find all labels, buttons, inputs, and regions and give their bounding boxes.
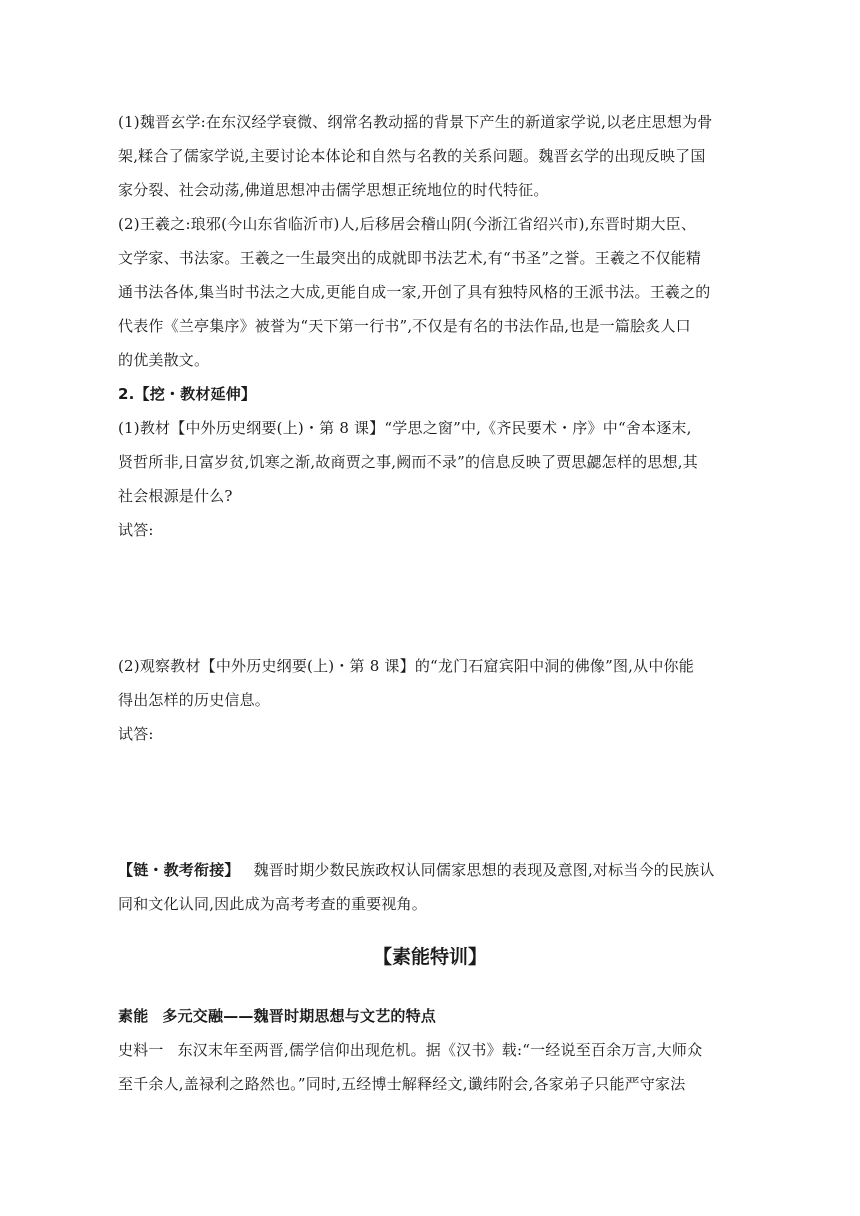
training-title: 【素能特训】 (372, 946, 487, 968)
source-text-1: 东汉末年至两晋,儒学信仰出现危机。据《汉书》载:“一经说至百余万言,大师众 (177, 1041, 703, 1059)
source-label: 史料一 (118, 1041, 164, 1059)
item1-line-1: (1)魏晋玄学:在东汉经学衰微、纲常名教动摇的背景下产生的新道家学说,以老庄思想为骨 (118, 113, 713, 131)
item2-line-3: 通书法各体,集当时书法之大成,更能自成一家,开创了具有独特风格的王派书法。王羲之的 (118, 283, 711, 301)
item1-line-2: 架,糅合了儒家学说,主要讨论本体论和自然与名教的关系问题。魏晋玄学的出现反映了国 (118, 147, 706, 165)
question1-line-2: 贤哲所非,日富岁贫,饥寒之渐,故商贾之事,阙而不录”的信息反映了贾思勰怎样的思想,其 (118, 453, 698, 471)
item2-line-4: 代表作《兰亭集序》被誉为“天下第一行书”,不仅是有名的书法作品,也是一篇脍炙人口 (118, 317, 691, 335)
question2-answer-label: 试答: (118, 725, 154, 743)
question2-line-2: 得出怎样的历史信息。 (118, 691, 271, 709)
question2-line-1: (2)观察教材【中外历史纲要(上)・第 8 课】的“龙门石窟宾阳中洞的佛像”图,从中你能 (118, 657, 694, 675)
source-line-2: 至千余人,盖禄利之路然也。”同时,五经博士解释经文,谶纬附会,各家弟子只能严守家法 (118, 1075, 686, 1093)
item2-line-2: 文学家、书法家。王羲之一生最突出的成就即书法艺术,有“书圣”之誉。王羲之不仅能精 (118, 249, 702, 267)
question1-line-1: (1)教材【中外历史纲要(上)・第 8 课】“学思之窗”中,《齐民要术・序》中“舍本逐末, (118, 419, 692, 437)
link-paragraph-line-1 (118, 860, 748, 880)
question1-line-3: 社会根源是什么? (118, 487, 233, 505)
training-subtitle (118, 1006, 748, 1026)
item2-line-1: (2)王羲之:琅邪(今山东省临沂市)人,后移居会稽山阴(今浙江省绍兴市),东晋时期大臣、 (118, 215, 697, 233)
item2-line-5: 的优美散文。 (118, 351, 210, 369)
section-heading: 2.【挖・教材延伸】 (118, 385, 257, 403)
item1-line-3: 家分裂、社会动荡,佛道思想冲击儒学思想正统地位的时代特征。 (118, 181, 549, 199)
training-subtitle-label: 素能 (118, 1007, 149, 1025)
link-label: 【链・教考衔接】 (118, 861, 240, 879)
link-text-1: 魏晋时期少数民族政权认同儒家思想的表现及意图,对标当今的民族认 (253, 861, 715, 879)
question1-answer-label: 试答: (118, 521, 154, 539)
source-line-1 (118, 1040, 748, 1060)
training-subtitle-text: 多元交融——魏晋时期思想与文艺的特点 (162, 1007, 437, 1025)
link-paragraph-line-2: 同和文化认同,因此成为高考考查的重要视角。 (118, 895, 427, 913)
